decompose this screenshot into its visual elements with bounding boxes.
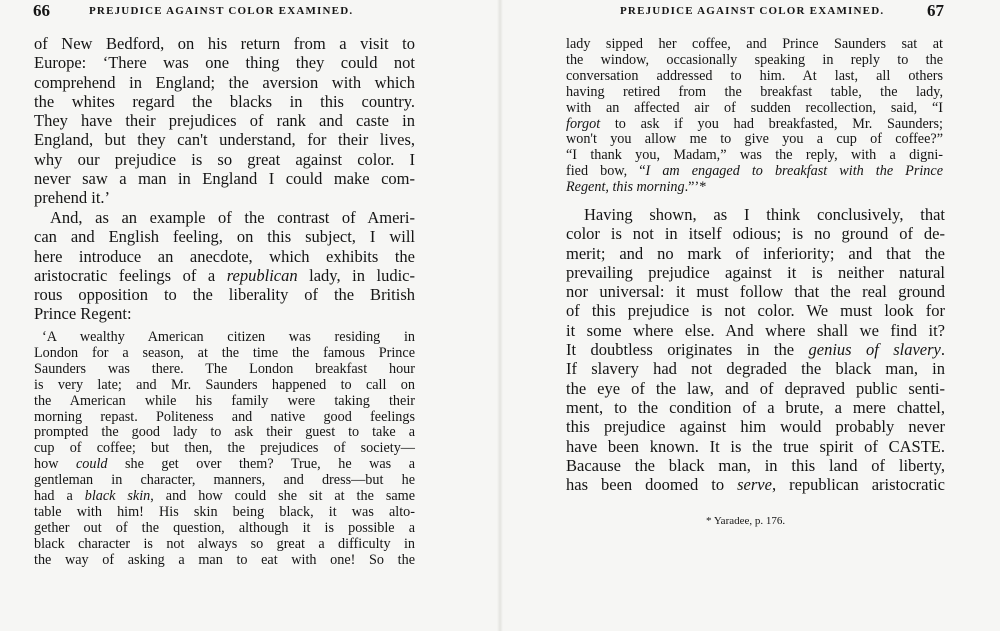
text-line: table with him! His skin being black, it was alto- bbox=[34, 503, 415, 520]
text-line: the way of asking a man to eat with one! So the bbox=[34, 551, 415, 568]
text-run: to ask if you had breakfasted, Mr. Saunders; bbox=[600, 115, 943, 132]
text-line: comprehend in England; the aversion with which bbox=[34, 72, 415, 92]
text-run: lady, in ludic- bbox=[297, 265, 415, 285]
block-quote bbox=[34, 330, 415, 569]
text-run: aristocratic feelings of a bbox=[34, 265, 227, 285]
text-line: cup of coffee; but then, the prejudices of society— bbox=[34, 440, 415, 457]
text-line: can and English feeling, on this subject, I will bbox=[34, 227, 415, 247]
text-line: this prejudice against him would probably never bbox=[566, 417, 945, 437]
text-line: ment, to the condition of a brute, a mere chattel, bbox=[566, 397, 945, 417]
text-line: of this prejudice is not color. We must look for bbox=[566, 301, 945, 321]
text-line: ‘A wealthy American citizen was residing in bbox=[42, 329, 415, 345]
italic-text: I am engaged to breakfast with the Prince bbox=[645, 163, 943, 180]
text-line: And, as an example of the contrast of Ameri- bbox=[50, 208, 415, 227]
text-line: black character is not always so great a difficulty in bbox=[34, 535, 415, 552]
paragraph bbox=[566, 205, 945, 494]
text-line: Having shown, as I think conclusively, that bbox=[584, 205, 945, 224]
text-line: conversation addressed to him. At last, all others bbox=[566, 67, 943, 84]
italic-text: black skin bbox=[84, 488, 151, 505]
text-line: lady sipped her coffee, and Prince Saunders sat at bbox=[566, 36, 943, 52]
text-run: .”’* bbox=[684, 179, 707, 196]
right-page bbox=[500, 0, 1000, 631]
paragraph bbox=[34, 34, 415, 208]
text-run: has been doomed to bbox=[566, 475, 738, 495]
text-line bbox=[566, 164, 943, 180]
text-line: the American while his family were taking their bbox=[34, 392, 415, 409]
text-line bbox=[566, 475, 945, 494]
italic-text: Regent, this morning bbox=[566, 179, 685, 196]
text-line: why our prejudice is so great against color. I bbox=[34, 149, 415, 169]
italic-text: republican bbox=[226, 265, 298, 285]
text-line: it some where else. And where shall we find it? bbox=[566, 320, 945, 340]
text-run: how bbox=[34, 456, 76, 473]
text-run: , and how could she sit at the same bbox=[150, 488, 415, 505]
text-line bbox=[34, 266, 415, 285]
text-line: Prince Regent: bbox=[34, 304, 132, 324]
text-line bbox=[566, 340, 945, 359]
footnote: * Yaradee, p. 176. bbox=[706, 515, 786, 527]
text-line: Bacause the black man, in this land of liberty, bbox=[566, 455, 945, 475]
text-line: the eye of the law, and of depraved public senti- bbox=[566, 378, 945, 398]
text-run: she get over them? True, he was a bbox=[107, 456, 415, 473]
text-line bbox=[34, 489, 415, 505]
text-line: color is not in itself odious; is no ground of de- bbox=[566, 224, 945, 244]
paragraph bbox=[34, 208, 415, 324]
text-line bbox=[34, 457, 415, 473]
text-line: nor universal: it must follow that the real ground bbox=[566, 282, 945, 302]
text-line: gentleman in character, manners, and dress—but he bbox=[34, 472, 415, 489]
text-line: They have their prejudices of rank and caste in bbox=[34, 111, 415, 131]
page-number: 66 bbox=[33, 1, 50, 20]
running-head: PREJUDICE AGAINST COLOR EXAMINED. bbox=[89, 5, 354, 17]
text-line: of New Bedford, on his return from a visit to bbox=[34, 34, 415, 53]
text-line: here introduce an anecdote, which exhibits the bbox=[34, 246, 415, 266]
text-line: prompted the good lady to ask their guest to take a bbox=[34, 424, 415, 441]
italic-text: forgot bbox=[566, 115, 601, 132]
text-line: England, but they can't understand, for their lives, bbox=[34, 130, 415, 150]
text-line bbox=[566, 180, 943, 196]
text-line: gether out of the question, although it is possible a bbox=[34, 519, 415, 536]
text-line: merit; and no mark of inferiority; and that the bbox=[566, 243, 945, 263]
text-line: is very late; and Mr. Saunders happened to call on bbox=[34, 376, 415, 393]
page-number: 67 bbox=[927, 1, 944, 20]
text-line: the window, occasionally speaking in reply to the bbox=[566, 51, 943, 68]
text-run: fied bow, “ bbox=[566, 163, 646, 180]
running-head: PREJUDICE AGAINST COLOR EXAMINED. bbox=[620, 5, 885, 17]
text-line: prehend it.’ bbox=[34, 188, 111, 208]
text-line: If slavery had not degraded the black man, in bbox=[566, 359, 945, 379]
text-line: the whites regard the blacks in this country. bbox=[34, 91, 415, 111]
text-line: have been known. It is the true spirit of CASTE. bbox=[566, 436, 945, 456]
text-line: having retired from the breakfast table, the lady, bbox=[566, 83, 943, 100]
text-line: London for a season, at the time the famous Prince bbox=[34, 344, 415, 361]
text-line bbox=[566, 117, 943, 133]
italic-text: could bbox=[75, 456, 108, 473]
text-line: “I thank you, Madam,” was the reply, with a digni- bbox=[566, 147, 943, 164]
text-run: had a bbox=[34, 488, 85, 505]
text-line: won't you allow me to give you a cup of coffee?” bbox=[566, 131, 943, 148]
italic-text: serve bbox=[737, 475, 772, 495]
text-run: . bbox=[940, 340, 945, 360]
text-line: rous opposition to the liberality of the British bbox=[34, 285, 415, 305]
text-run: It doubtless originates in the bbox=[566, 340, 809, 360]
text-line: morning repast. Politeness and native good feelings bbox=[34, 408, 415, 425]
text-run: , republican aristocratic bbox=[771, 475, 945, 495]
italic-text: genius of slavery bbox=[808, 340, 941, 360]
text-line: never saw a man in England I could make com- bbox=[34, 169, 415, 189]
text-line: prevailing prejudice against it is neither natural bbox=[566, 262, 945, 282]
text-line: Europe: ‘There was one thing they could not bbox=[34, 53, 415, 73]
text-line: Saunders was there. The London breakfast hour bbox=[34, 360, 415, 377]
text-line: with an affected air of sudden recollection, said, “I bbox=[566, 99, 943, 116]
block-quote bbox=[566, 37, 943, 196]
